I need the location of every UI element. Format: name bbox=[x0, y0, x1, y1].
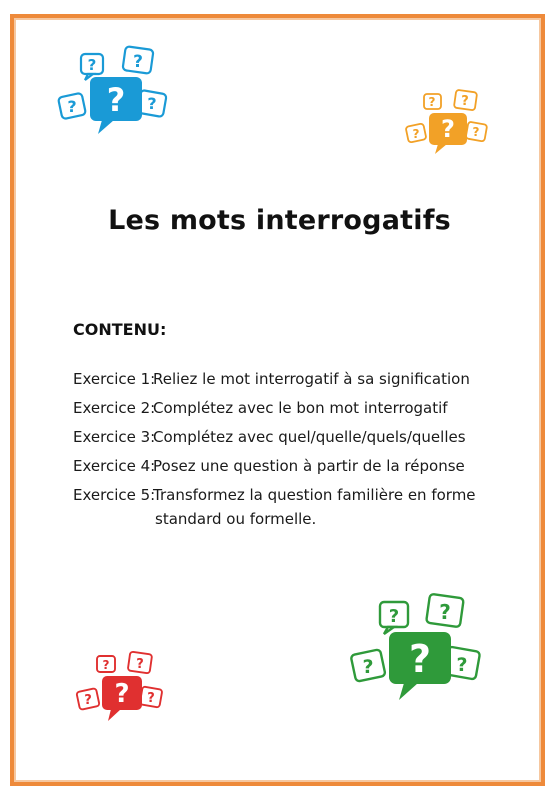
svg-text:?: ? bbox=[439, 600, 451, 624]
svg-text:?: ? bbox=[102, 658, 110, 672]
exercise-text: Complétez avec quel/quelle/quels/quelles bbox=[153, 428, 466, 446]
svg-text:?: ? bbox=[136, 657, 144, 672]
svg-text:?: ? bbox=[147, 691, 155, 706]
exercise-text: Complétez avec le bon mot interrogatif bbox=[153, 399, 448, 417]
question-bubbles-icon bbox=[52, 45, 174, 137]
svg-text:?: ? bbox=[67, 97, 77, 116]
svg-text:?: ? bbox=[412, 127, 420, 141]
svg-text:?: ? bbox=[428, 95, 436, 109]
svg-text:?: ? bbox=[114, 679, 130, 709]
exercise-text: Posez une question à partir de la réponse bbox=[153, 457, 465, 475]
svg-text:?: ? bbox=[456, 654, 468, 676]
question-bubbles-icon bbox=[73, 650, 167, 724]
exercise-label: Exercice 1: bbox=[73, 370, 156, 388]
question-bubbles-icon bbox=[344, 592, 484, 704]
exercise-label: Exercice 2: bbox=[73, 399, 156, 417]
exercise-label: Exercice 4: bbox=[73, 457, 156, 475]
svg-text:?: ? bbox=[87, 56, 97, 74]
svg-text:?: ? bbox=[84, 693, 92, 708]
svg-text:?: ? bbox=[408, 637, 432, 681]
exercise-item bbox=[73, 457, 465, 475]
contents-heading: CONTENU: bbox=[73, 320, 167, 339]
exercise-label: Exercice 5: bbox=[73, 486, 156, 504]
svg-text:?: ? bbox=[461, 94, 469, 109]
svg-text:?: ? bbox=[133, 52, 143, 72]
exercise-text-continuation: standard ou formelle. bbox=[155, 510, 317, 528]
exercise-item bbox=[73, 370, 470, 388]
exercise-text: Reliez le mot interrogatif à sa signification bbox=[153, 370, 470, 388]
question-bubbles-icon bbox=[402, 89, 492, 155]
svg-text:?: ? bbox=[362, 656, 374, 678]
exercise-text: Transformez la question familière en forme bbox=[153, 486, 476, 504]
exercise-item bbox=[73, 428, 466, 446]
exercise-label: Exercice 3: bbox=[73, 428, 156, 446]
svg-text:?: ? bbox=[388, 606, 400, 627]
exercise-item bbox=[73, 399, 448, 417]
svg-text:?: ? bbox=[147, 94, 157, 113]
page-title: Les mots interrogatifs bbox=[108, 205, 451, 236]
svg-text:?: ? bbox=[441, 115, 455, 143]
svg-text:?: ? bbox=[472, 125, 480, 139]
svg-text:?: ? bbox=[106, 81, 126, 119]
exercise-item bbox=[73, 486, 476, 504]
